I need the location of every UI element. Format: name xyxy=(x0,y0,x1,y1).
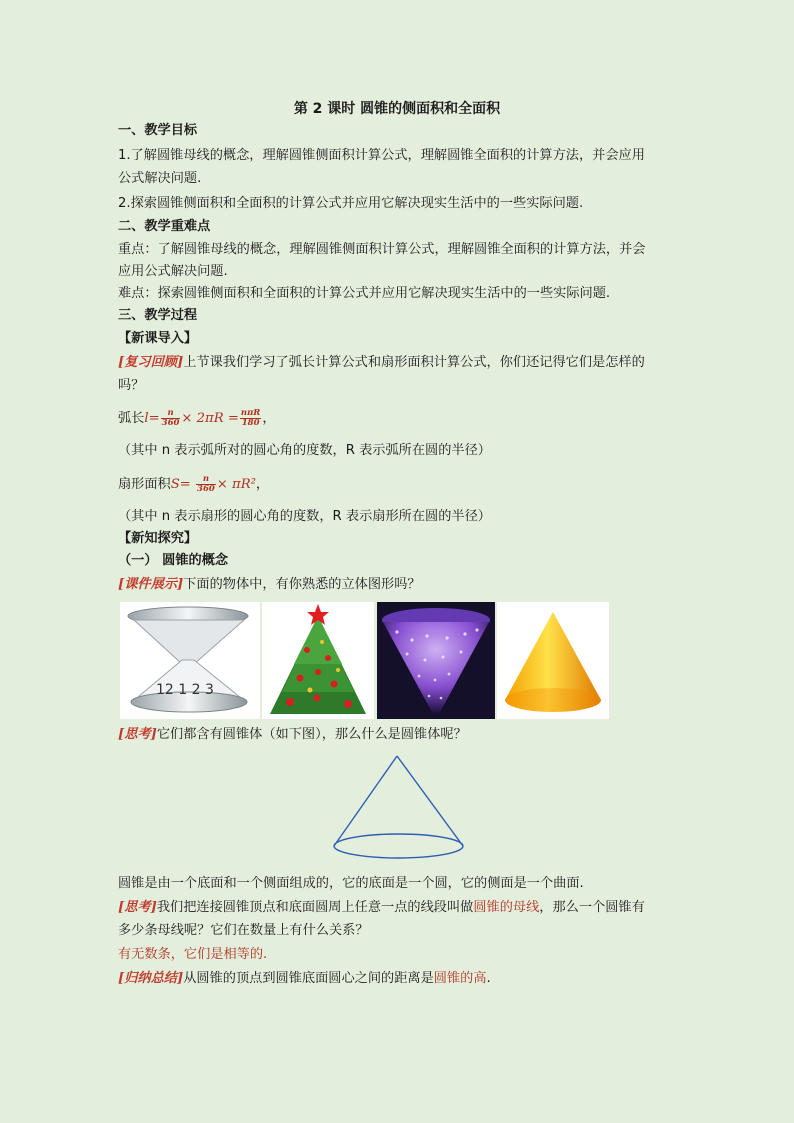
section-heading-process: 三、教学过程 xyxy=(118,308,198,323)
review-line-b: 吗？ xyxy=(118,378,145,393)
think-line-2a: [思考]我们把连接圆锥顶点和底面圆周上任意一点的线段叫做圆锥的母线，那么一个圆锥有 xyxy=(118,900,645,915)
summary-line: [归纳总结]从圆锥的顶点到圆锥底面圆心之间的距离是圆锥的高. xyxy=(118,971,491,986)
arc-lhs: l= xyxy=(144,411,160,426)
summary-tag: [归纳总结] xyxy=(118,971,184,986)
sector-note: （其中 n 表示扇形的圆心角的度数，R 表示扇形所在圆的半径） xyxy=(118,509,491,524)
arc-tail: ， xyxy=(262,411,276,426)
sector-label: 扇形面积 xyxy=(118,477,171,492)
objective-2: 2.探索圆锥侧面积和全面积的计算公式并应用它解决现实生活中的一些实际问题. xyxy=(118,196,584,211)
answer-line: 有无数条，它们是相等的. xyxy=(118,947,268,962)
objective-1-line-a: 1.了解圆锥母线的概念，理解圆锥侧面积计算公式，理解圆锥全面积的计算方法，并会应用 xyxy=(118,148,645,163)
review-text-a: 上节课我们学习了弧长计算公式和扇形面积计算公式，你们还记得它们是怎样的 xyxy=(183,355,645,370)
key-point-line-b: 应用公式解决问题. xyxy=(118,264,228,279)
courseware-tag: [课件展示] xyxy=(118,577,184,592)
cone-concept-subheading: （一） 圆锥的概念 xyxy=(118,553,229,568)
review-tag: [复习回顾] xyxy=(118,355,184,370)
crystal-chandelier-image xyxy=(377,602,495,719)
arc-mid: × 2πR = xyxy=(181,411,239,426)
sector-lhs: S= xyxy=(170,477,191,492)
arc-length-formula xyxy=(118,406,683,432)
term-cone-height: 圆锥的高 xyxy=(433,971,487,986)
section-heading-objectives: 一、教学目标 xyxy=(118,123,198,138)
clock-digits: 12 1 2 3 xyxy=(156,682,214,698)
think-tag-1: [思考] xyxy=(118,727,157,742)
think-tag-2: [思考] xyxy=(118,900,157,915)
review-line-a xyxy=(118,352,683,374)
golden-cone-image xyxy=(497,602,609,719)
cone-diagram xyxy=(330,752,470,864)
page-title: 第 2 课时 圆锥的侧面积和全面积 xyxy=(293,101,501,117)
think-line-1 xyxy=(118,724,683,746)
arc-fraction-1: $\frac{n}{360}$ xyxy=(161,407,180,428)
sector-rhs: × πR² xyxy=(216,477,256,492)
arc-note: （其中 n 表示弧所对的圆心角的度数，R 表示弧所在圆的半径） xyxy=(118,443,491,458)
key-point-line-a: 重点：了解圆锥母线的概念，理解圆锥侧面积计算公式，理解圆锥全面积的计算方法，并会 xyxy=(118,242,646,257)
think-line-2b: 多少条母线呢？它们在数量上有什么关系？ xyxy=(118,923,369,938)
clock-hourglass-image xyxy=(120,602,260,719)
christmas-tree-image xyxy=(262,602,374,719)
term-generatrix: 圆锥的母线 xyxy=(473,900,540,915)
sector-fraction: $\frac{n}{360}$ xyxy=(197,473,215,494)
courseware-text: 下面的物体中，有你熟悉的立体图形吗？ xyxy=(183,577,421,592)
sector-area-formula xyxy=(118,472,683,498)
cone-definition: 圆锥是由一个底面和一个侧面组成的，它的底面是一个圆，它的侧面是一个曲面. xyxy=(118,876,584,891)
objective-1-line-b: 公式解决问题. xyxy=(118,171,202,186)
courseware-display-line xyxy=(118,574,683,596)
sector-tail: ， xyxy=(255,477,270,492)
new-lesson-intro-heading: 【新课导入】 xyxy=(118,331,198,346)
section-heading-key-points: 二、教学重难点 xyxy=(118,219,211,234)
difficult-point: 难点：探索圆锥侧面积和全面积的计算公式并应用它解决现实生活中的一些实际问题. xyxy=(118,286,611,301)
think-text-1: 它们都含有圆锥体（如下图），那么什么是圆锥体呢？ xyxy=(156,727,467,742)
arc-label: 弧长 xyxy=(118,411,145,426)
new-knowledge-heading: 【新知探究】 xyxy=(118,531,198,546)
arc-fraction-2: $\frac{\text{nπR}}{180}$ xyxy=(240,407,261,428)
